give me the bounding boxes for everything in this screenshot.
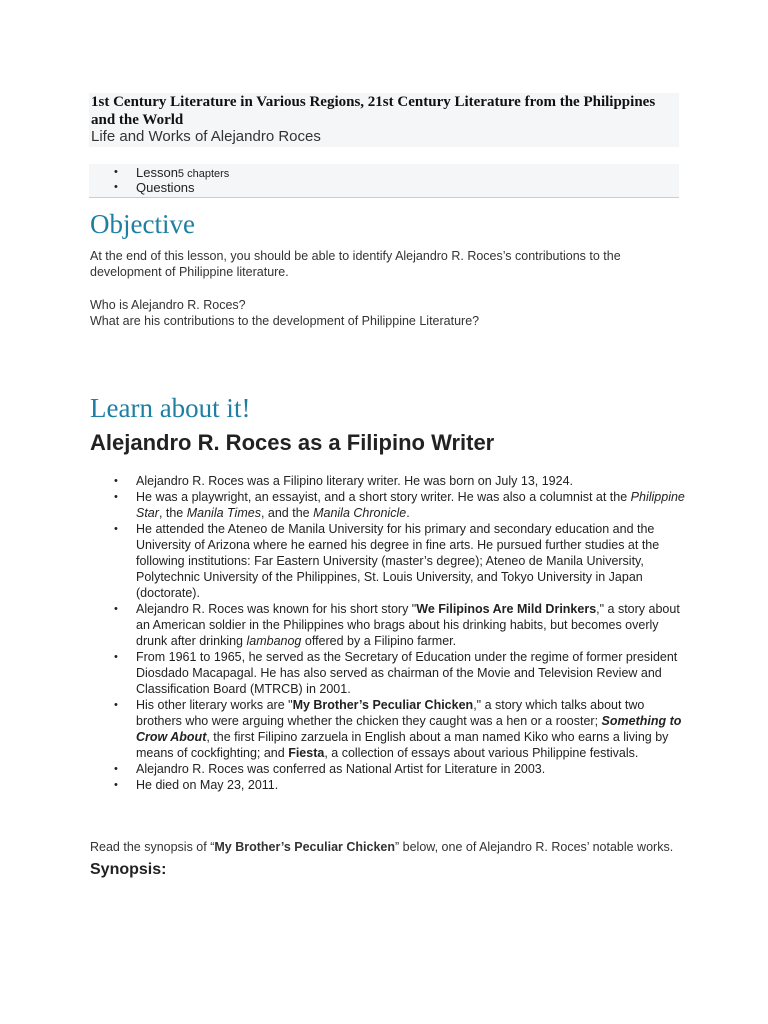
facts-list — [90, 473, 690, 793]
list-item: • He died on May 23, 2011. — [90, 777, 690, 793]
nav-item-questions[interactable]: Questions — [136, 180, 195, 195]
nav-lesson-count: 5 chapters — [177, 168, 230, 180]
list-item: • Alejandro R. Roces was a Filipino literary writer. He was born on July 13, 1924. — [90, 473, 690, 489]
bullet-icon: • — [114, 181, 118, 193]
list-item: • He attended the Ateneo de Manila University for his primary and secondary education and the University of Arizona where he earned his degree in fine arts. He pursued further studies at the following institutions: Far Eastern University (master’s degree); Ateneo de Manila University, Polytechnic University of the Philippines, St. Louis University, and Tokyo University in Japan (doctorate). — [90, 521, 690, 601]
synopsis-heading: Synopsis: — [90, 861, 167, 878]
objective-heading: Objective — [90, 209, 195, 239]
objective-intro: At the end of this lesson, you should be able to identify Alejandro R. Roces’s contributions to the development of Philippine literature. — [90, 249, 621, 279]
list-item: • Alejandro R. Roces was known for his short story "We Filipinos Are Mild Drinkers," a story about an American soldier in the Philippines who brags about his drinking habits, but becomes overly drunk after drinking lambanog offered by a Filipino farmer. — [90, 601, 690, 649]
learn-heading: Learn about it! — [90, 393, 251, 423]
nav-lesson-label: Lesson — [136, 165, 178, 180]
list-item: • Alejandro R. Roces was conferred as National Artist for Literature in 2003. — [90, 761, 690, 777]
course-title: 1st Century Literature in Various Regions, 21st Century Literature from the Philippines and the World — [91, 94, 656, 128]
list-item: • His other literary works are "My Brother’s Peculiar Chicken," a story which talks about two brothers who were arguing whether the chicken they caught was a hen or a rooster; Something to Crow About, the first Filipino zarzuela in English about a man named Kiko who earns a living by means of cockfighting; and Fiesta, a collection of essays about various Philippine festivals. — [90, 697, 690, 761]
objective-question-1: Who is Alejandro R. Roces? — [90, 298, 246, 312]
bullet-icon: • — [114, 166, 118, 178]
writer-heading: Alejandro R. Roces as a Filipino Writer — [90, 430, 495, 455]
read-synopsis-intro: Read the synopsis of “My Brother’s Peculiar Chicken” below, one of Alejandro R. Roces’ notable works. — [90, 840, 674, 854]
objective-question-2: What are his contributions to the development of Philippine Literature? — [90, 314, 480, 328]
lesson-subtitle: Life and Works of Alejandro Roces — [91, 128, 321, 145]
list-item: • From 1961 to 1965, he served as the Secretary of Education under the regime of former president Diosdado Macapagal. He has also served as chairman of the Movie and Television Review and Classification Board (MTRCB) in 2001. — [90, 649, 690, 697]
list-item: • He was a playwright, an essayist, and a short story writer. He was also a columnist at the Philippine Star, the Manila Times, and the Manila Chronicle. — [90, 489, 690, 521]
